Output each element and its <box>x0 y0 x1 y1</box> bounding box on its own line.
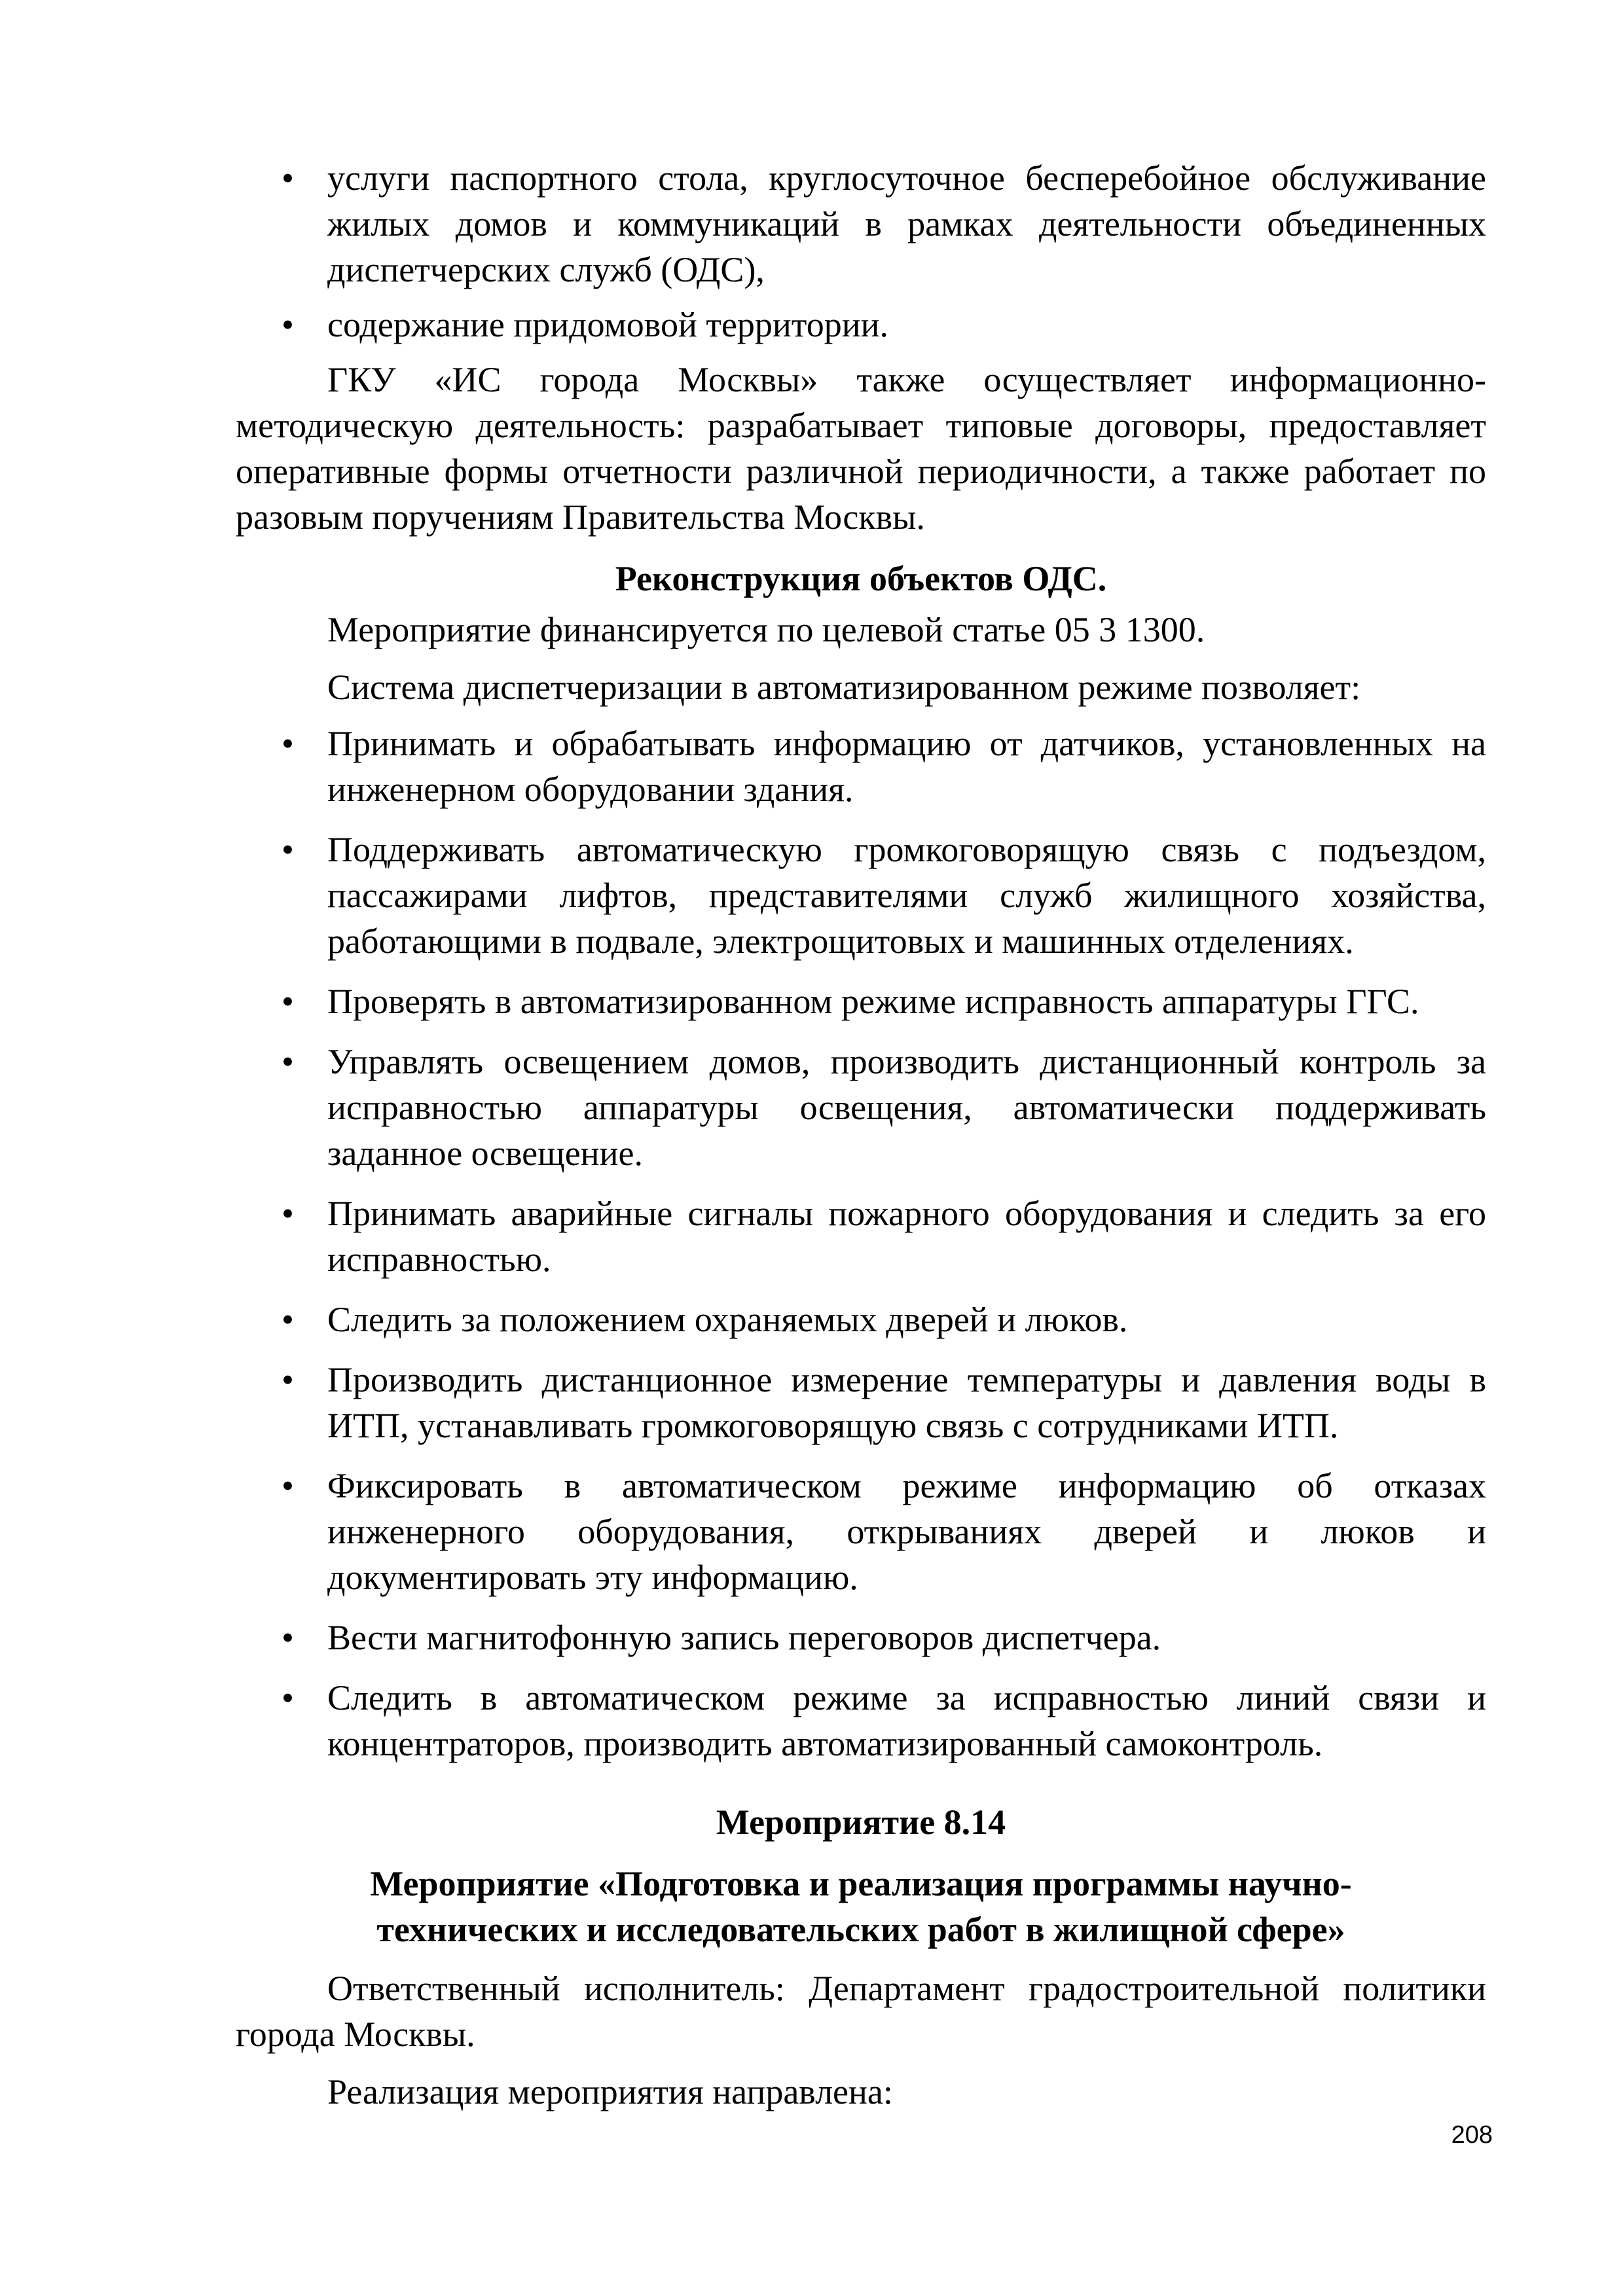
bullet-icon: • <box>282 830 294 869</box>
bullet-icon: • <box>282 1618 294 1657</box>
list-item <box>236 1039 1486 1176</box>
list-item <box>236 978 1486 1024</box>
measure-subheading-line2: технических и исследовательских работ в жилищной сфере» <box>376 1910 1345 1949</box>
capabilities-bullet-list <box>236 721 1486 1767</box>
list-item <box>236 1297 1486 1342</box>
bullet-icon: • <box>282 1194 294 1233</box>
section-heading-ods: Реконструкция объектов ОДС. <box>615 559 1107 598</box>
bullet-icon: • <box>282 724 294 763</box>
measure-subheading-line1: Мероприятие «Подготовка и реализация программы научно- <box>370 1864 1352 1903</box>
list-item <box>236 1615 1486 1660</box>
section-heading-measure: Мероприятие 8.14 <box>716 1803 1006 1842</box>
list-item-text: Следить за положением охраняемых дверей и люков. <box>327 1300 1128 1339</box>
top-bullet-list <box>236 155 1486 348</box>
list-item-text: Вести магнитофонную запись переговоров диспетчера. <box>327 1618 1161 1657</box>
list-item-text: Управлять освещением домов, производить дистанционный контроль за исправностью аппаратуры освещения, автоматически поддерживать заданное освещение. <box>327 1042 1486 1173</box>
list-item <box>236 827 1486 964</box>
list-item-text: Фиксировать в автоматическом режиме информацию об отказах инженерного оборудования, открываниях дверей и люков и документировать эту информацию. <box>327 1466 1486 1597</box>
list-item <box>236 302 1486 348</box>
bullet-icon: • <box>282 1360 294 1399</box>
bullet-icon: • <box>282 1300 294 1339</box>
list-item-text: услуги паспортного стола, круглосуточное бесперебойное обслуживание жилых домов и коммуникаций в рамках деятельности объединенных диспетчерских служб (ОДС), <box>327 158 1486 289</box>
responsible-paragraph: Ответственный исполнитель: Департамент градостроительной политики города Москвы. <box>236 1969 1486 2054</box>
intro-paragraph: ГКУ «ИС города Москвы» также осуществляет информационно-методическую деятельность: разрабатывает типовые договоры, предоставляет оперативные формы отчетности различной периодичности, а также работает по разовым поручениям Правительства Москвы. <box>236 360 1486 537</box>
funding-paragraph: Мероприятие финансируется по целевой статье 05 3 1300. <box>327 610 1205 649</box>
list-item <box>236 721 1486 812</box>
bullet-icon: • <box>282 1678 294 1717</box>
list-item-text: Принимать аварийные сигналы пожарного оборудования и следить за его исправностью. <box>327 1194 1486 1279</box>
list-item-text: Следить в автоматическом режиме за исправностью линий связи и концентраторов, производить автоматизированный самоконтроль. <box>327 1678 1486 1763</box>
page-content <box>236 155 1486 2115</box>
list-item <box>236 1191 1486 1282</box>
bullet-icon: • <box>282 158 294 198</box>
list-item-text: Производить дистанционное измерение температуры и давления воды в ИТП, устанавливать громкоговорящую связь с сотрудниками ИТП. <box>327 1360 1486 1445</box>
list-item-text: Поддерживать автоматическую громкоговорящую связь с подъездом, пассажирами лифтов, представителями служб жилищного хозяйства, работающими в подвале, электрощитовых и машинных отделениях. <box>327 830 1486 961</box>
bullet-icon: • <box>282 305 294 344</box>
bullet-icon: • <box>282 1466 294 1505</box>
system-intro-paragraph: Система диспетчеризации в автоматизированном режиме позволяет: <box>327 668 1361 707</box>
list-item-text: Принимать и обрабатывать информацию от датчиков, установленных на инженерном оборудовании здания. <box>327 724 1486 809</box>
measure-subheading <box>236 1861 1486 1952</box>
list-item <box>236 1675 1486 1767</box>
list-item <box>236 1463 1486 1600</box>
aim-paragraph: Реализация мероприятия направлена: <box>327 2072 893 2111</box>
bullet-icon: • <box>282 1042 294 1081</box>
list-item <box>236 155 1486 293</box>
list-item-text: Проверять в автоматизированном режиме исправность аппаратуры ГГС. <box>327 982 1419 1021</box>
page-number: 208 <box>1451 2121 1493 2149</box>
bullet-icon: • <box>282 982 294 1021</box>
list-item <box>236 1357 1486 1448</box>
list-item-text: содержание придомовой территории. <box>327 305 888 344</box>
